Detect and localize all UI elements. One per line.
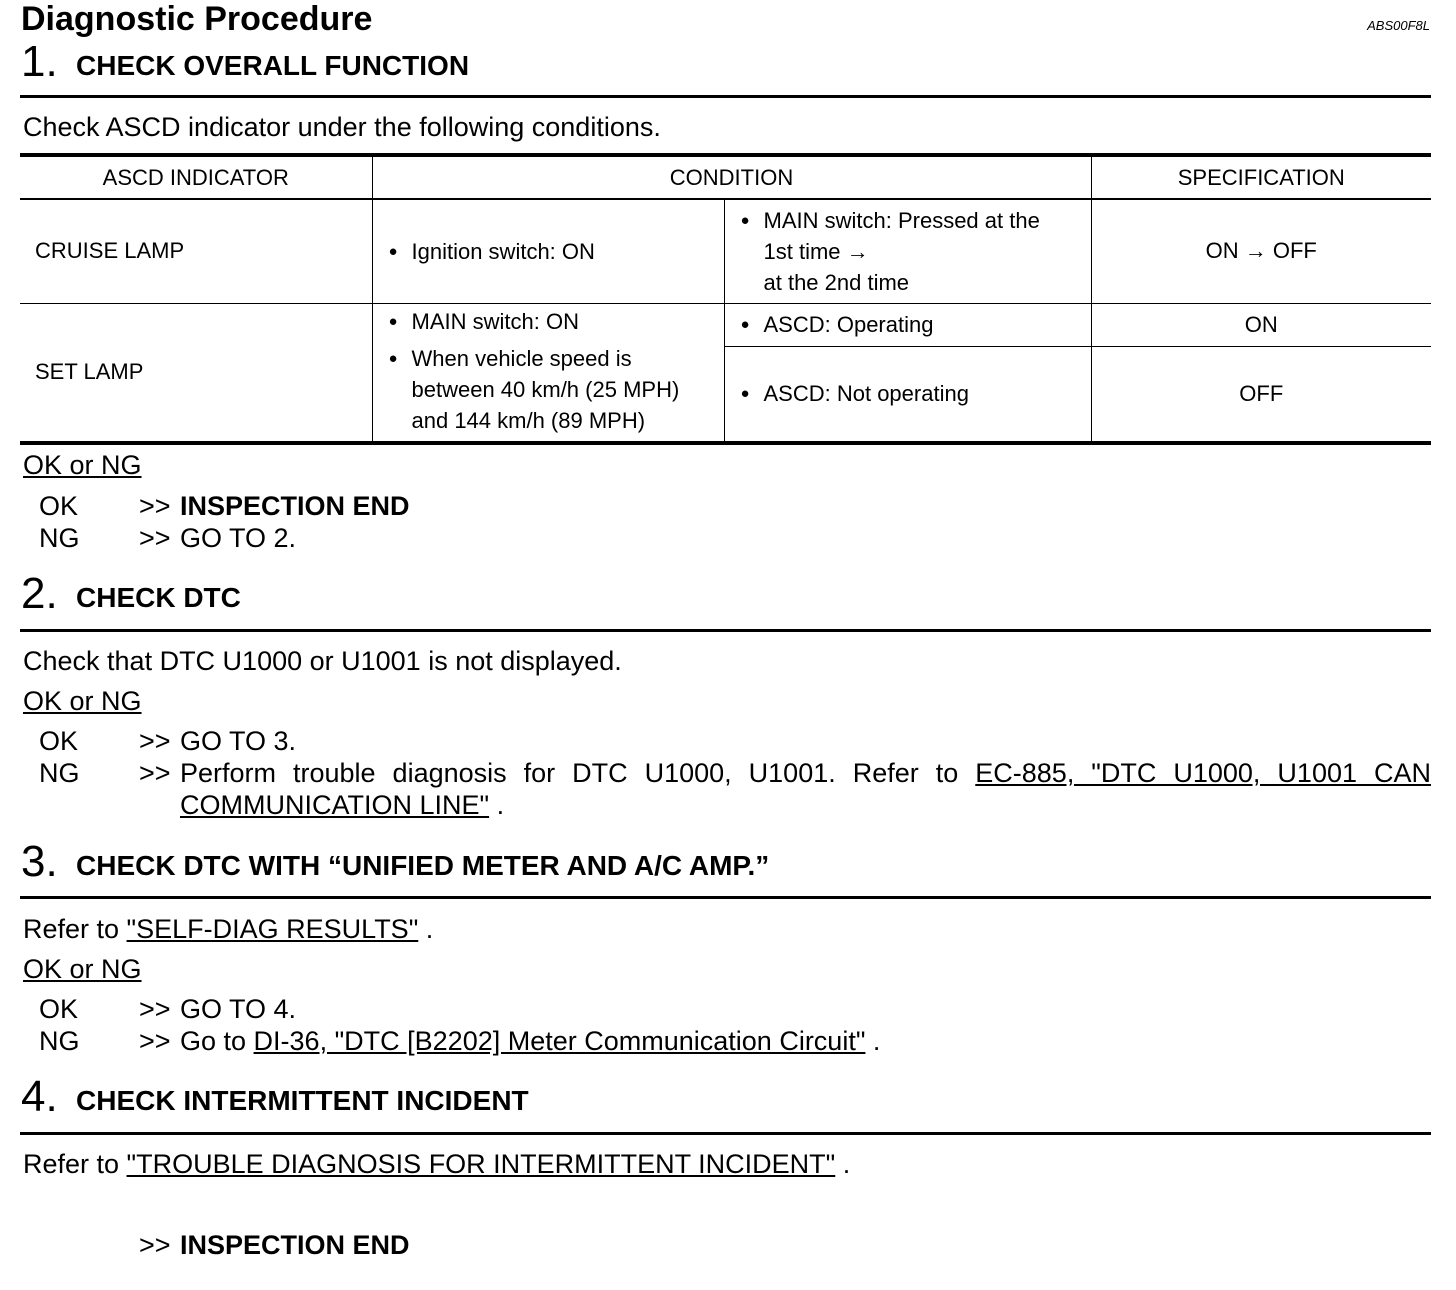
meter-communication-circuit-link[interactable]: DI-36, "DTC [B2202] Meter Communication Circuit" bbox=[253, 1026, 866, 1056]
set-condition-1b-line1: ● When vehicle speed is bbox=[411, 345, 632, 371]
ok-code: OK bbox=[39, 491, 79, 521]
cruise-condition-2-line1: ● MAIN switch: Pressed at the bbox=[763, 207, 1040, 233]
step-1-heading: CHECK OVERALL FUNCTION bbox=[76, 50, 470, 81]
step-4-intro bbox=[23, 1148, 850, 1180]
step-4-intro-text: Refer to bbox=[23, 1149, 127, 1179]
column-header-condition: CONDITION bbox=[372, 155, 1091, 199]
ng-action bbox=[180, 1025, 1431, 1057]
ok-code: OK bbox=[39, 726, 79, 756]
set-condition-2a bbox=[724, 303, 1091, 346]
step-3-ok-or-ng-label: OK or NG bbox=[23, 954, 142, 984]
ng-action-text: Go to bbox=[180, 1026, 254, 1056]
set-condition-1b-line3: and 144 km/h (89 MPH) bbox=[411, 407, 646, 433]
step-1-intro: Check ASCD indicator under the following conditions. bbox=[23, 112, 661, 142]
step-1-divider bbox=[20, 95, 1431, 98]
document-id: ABS00F8L bbox=[1367, 18, 1430, 33]
step-3-intro-suffix: . bbox=[418, 914, 434, 944]
step-2-number: 2. bbox=[21, 569, 58, 618]
set-specification-a: ON bbox=[1091, 303, 1431, 346]
step-1-header bbox=[21, 38, 1431, 86]
step-2-header bbox=[21, 570, 1431, 618]
can-communication-line-link[interactable]: EC-885, "DTC U1000, U1001 CAN COMMUNICATION LINE" bbox=[180, 758, 1431, 820]
result-arrow: >> bbox=[139, 1230, 171, 1260]
table-row-set-lamp-a bbox=[20, 303, 1431, 346]
set-condition-1 bbox=[372, 303, 724, 443]
column-header-indicator: ASCD INDICATOR bbox=[20, 155, 372, 199]
set-condition-2a-text: ASCD: Operating bbox=[763, 312, 934, 337]
cruise-condition-2 bbox=[724, 199, 1091, 303]
step-1-ok-or-ng-label: OK or NG bbox=[23, 450, 142, 480]
ng-action-suffix: . bbox=[865, 1026, 881, 1056]
set-condition-1b-line2: between 40 km/h (25 MPH) bbox=[411, 376, 680, 402]
ok-code: OK bbox=[39, 994, 79, 1024]
step-3-divider bbox=[20, 896, 1431, 899]
result-arrow: >> bbox=[139, 994, 171, 1024]
table-header-row bbox=[20, 155, 1431, 199]
column-header-specification: SPECIFICATION bbox=[1091, 155, 1431, 199]
step-2-ok-or-ng-label: OK or NG bbox=[23, 686, 142, 716]
step-4-heading: CHECK INTERMITTENT INCIDENT bbox=[76, 1085, 529, 1116]
step-2-heading: CHECK DTC bbox=[76, 582, 241, 613]
step-2-ng-result bbox=[39, 757, 1431, 821]
result-arrow: >> bbox=[139, 523, 171, 553]
set-condition-2b bbox=[724, 346, 1091, 443]
cruise-condition-2-line2: 1st time → bbox=[763, 238, 869, 264]
step-2-intro: Check that DTC U1000 or U1001 is not displayed. bbox=[23, 646, 622, 676]
ascd-indicator-table bbox=[20, 153, 1431, 445]
ng-action-text: Perform trouble diagnosis for DTC U1000, U1001. Refer to bbox=[180, 758, 976, 788]
cruise-condition-2-line3: at the 2nd time bbox=[763, 269, 910, 295]
ok-action: INSPECTION END bbox=[180, 491, 410, 521]
intermittent-incident-link[interactable]: "TROUBLE DIAGNOSIS FOR INTERMITTENT INCIDENT" bbox=[126, 1149, 836, 1179]
result-arrow: >> bbox=[139, 491, 171, 521]
step-3-number: 3. bbox=[21, 837, 58, 886]
result-arrow: >> bbox=[139, 1026, 171, 1056]
cruise-specification: ON → OFF bbox=[1091, 199, 1431, 303]
step-4-header bbox=[21, 1073, 1431, 1121]
result-arrow: >> bbox=[139, 726, 171, 756]
result-arrow: >> bbox=[139, 758, 171, 788]
step-2-divider bbox=[20, 629, 1431, 632]
ng-action bbox=[180, 757, 1431, 821]
set-specification-b: OFF bbox=[1091, 346, 1431, 443]
ng-action-suffix: . bbox=[489, 790, 505, 820]
table-row-cruise-lamp bbox=[20, 199, 1431, 303]
step-4-divider bbox=[20, 1132, 1431, 1135]
ng-code: NG bbox=[39, 523, 80, 553]
cruise-condition-1-text: Ignition switch: ON bbox=[411, 238, 595, 264]
step-3-heading: CHECK DTC WITH “UNIFIED METER AND A/C AMP.” bbox=[76, 850, 770, 881]
set-lamp-label: SET LAMP bbox=[20, 303, 372, 443]
step-3-header bbox=[21, 838, 1431, 886]
end-action: INSPECTION END bbox=[180, 1230, 410, 1260]
ng-code: NG bbox=[39, 758, 80, 788]
set-condition-2b-text: ASCD: Not operating bbox=[763, 381, 969, 407]
ok-action: GO TO 3. bbox=[180, 726, 297, 756]
page-title: Diagnostic Procedure bbox=[21, 0, 373, 38]
ng-action: GO TO 2. bbox=[180, 523, 297, 553]
step-3-intro bbox=[23, 913, 433, 945]
self-diag-results-link[interactable]: "SELF-DIAG RESULTS" bbox=[126, 914, 419, 944]
step-4-number: 4. bbox=[21, 1072, 58, 1121]
cruise-lamp-label: CRUISE LAMP bbox=[20, 199, 372, 303]
ng-code: NG bbox=[39, 1026, 80, 1056]
step-1-number: 1. bbox=[21, 37, 58, 86]
set-condition-1a: MAIN switch: ON bbox=[411, 308, 579, 334]
ok-action: GO TO 4. bbox=[180, 994, 297, 1024]
cruise-condition-1 bbox=[372, 199, 724, 303]
step-4-intro-suffix: . bbox=[835, 1149, 851, 1179]
step-3-intro-text: Refer to bbox=[23, 914, 127, 944]
